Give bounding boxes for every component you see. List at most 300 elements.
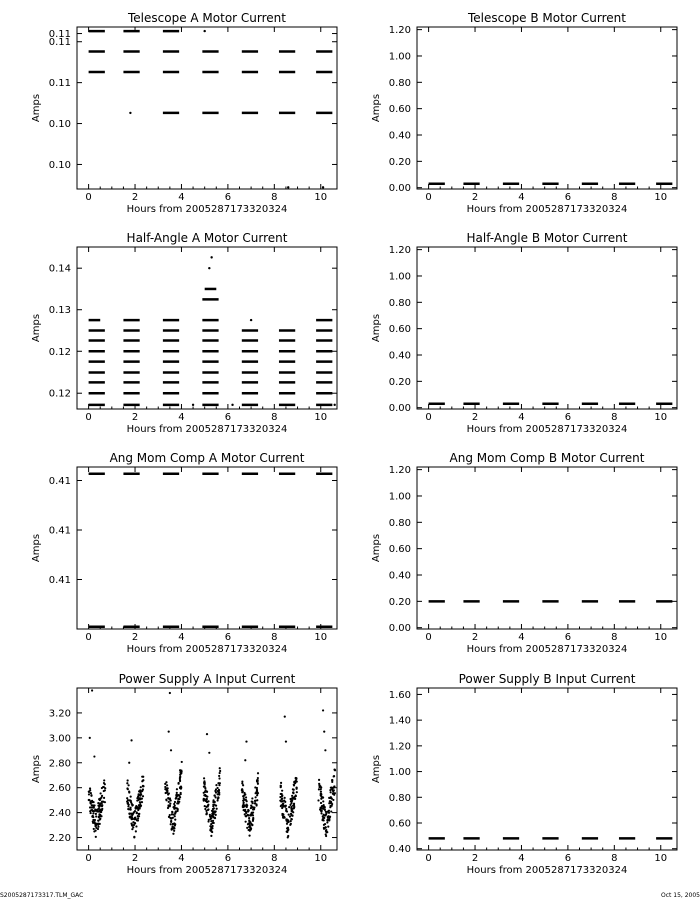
data-point [328, 810, 330, 812]
data-point [126, 782, 128, 784]
x-tick-label: 6 [224, 853, 232, 864]
x-tick-label: 8 [611, 853, 618, 864]
data-point [242, 806, 244, 808]
data-point [323, 817, 325, 819]
x-tick-label: 10 [314, 192, 328, 203]
x-tick-label: 4 [178, 632, 185, 643]
data-point [217, 791, 219, 793]
data-point [92, 819, 94, 821]
data-point [218, 775, 220, 777]
y-tick-label: 0.80 [388, 792, 411, 804]
x-tick-label: 10 [654, 192, 668, 203]
plot-frame [77, 247, 337, 409]
data-point [135, 805, 137, 807]
data-point [320, 812, 322, 814]
data-point [103, 790, 105, 792]
data-point [132, 826, 134, 828]
x-axis-label: Hours from 2005287173320324 [466, 865, 628, 876]
data-point [179, 771, 181, 773]
data-point [287, 186, 289, 188]
chart-panel-4 [371, 231, 677, 435]
data-point [287, 828, 289, 830]
x-tick-label: 8 [271, 192, 278, 203]
data-point [137, 815, 139, 817]
data-point [101, 787, 103, 789]
data-point [293, 784, 295, 786]
chart-panel-5 [31, 451, 337, 655]
x-axis-label: Hours from 2005287173320324 [126, 424, 288, 435]
data-point [178, 782, 180, 784]
data-point [214, 790, 216, 792]
y-tick-label: 2.40 [48, 808, 71, 820]
data-point [132, 804, 134, 806]
data-point [136, 819, 138, 821]
data-point [203, 800, 205, 802]
data-point [103, 779, 105, 781]
data-point [330, 791, 332, 793]
data-point [245, 796, 247, 798]
data-point [247, 809, 249, 811]
data-point [325, 833, 327, 835]
data-point [207, 820, 209, 822]
x-tick-label: 0 [425, 412, 432, 423]
chart-panel-7 [31, 672, 337, 876]
chart-title: Half-Angle A Motor Current [126, 231, 288, 245]
y-tick-label: 0.60 [388, 818, 411, 830]
data-point [322, 800, 324, 802]
data-point [141, 776, 143, 778]
data-point [140, 794, 142, 796]
x-axis-label: Hours from 2005287173320324 [466, 424, 628, 435]
data-point [129, 816, 131, 818]
plot-frame [417, 688, 677, 850]
data-point [210, 835, 212, 837]
data-point [138, 813, 140, 815]
data-point [241, 780, 243, 782]
data-point [320, 791, 322, 793]
data-point [103, 786, 105, 788]
x-tick-label: 10 [314, 853, 328, 864]
data-point [141, 801, 143, 803]
data-point [286, 831, 288, 833]
data-point [256, 789, 258, 791]
data-point [330, 810, 332, 812]
data-point [127, 788, 129, 790]
data-point [290, 800, 292, 802]
data-point [318, 788, 320, 790]
data-point [175, 810, 177, 812]
data-point [332, 793, 334, 795]
x-tick-label: 8 [611, 632, 618, 643]
data-point [98, 813, 100, 815]
x-tick-label: 10 [314, 412, 328, 423]
y-tick-label: 0.60 [388, 324, 411, 336]
x-tick-label: 0 [85, 412, 92, 423]
data-point [253, 807, 255, 809]
data-point [219, 772, 221, 774]
data-point [136, 807, 138, 809]
data-point [324, 823, 326, 825]
data-point [328, 797, 330, 799]
data-point [180, 786, 182, 788]
chart-title: Power Supply A Input Current [118, 672, 296, 686]
data-point [318, 784, 320, 786]
x-tick-label: 2 [471, 192, 479, 203]
x-tick-label: 0 [425, 853, 432, 864]
x-tick-label: 6 [564, 412, 572, 423]
data-point [281, 794, 283, 796]
data-point [255, 804, 257, 806]
y-tick-label: 1.60 [388, 689, 411, 701]
data-point [171, 811, 173, 813]
x-tick-label: 10 [314, 632, 328, 643]
y-tick-label: 0.40 [388, 844, 411, 856]
data-point [246, 806, 248, 808]
data-point [141, 798, 143, 800]
y-tick-label: 1.20 [388, 465, 411, 477]
data-point [218, 789, 220, 791]
data-point [245, 740, 247, 742]
y-tick-label: 0.41 [48, 525, 71, 537]
data-point [255, 796, 257, 798]
y-tick-label: 0.20 [388, 376, 411, 388]
data-point [246, 827, 248, 829]
data-point [251, 824, 253, 826]
data-point [98, 815, 100, 817]
data-point [179, 778, 181, 780]
data-point [165, 792, 167, 794]
data-point [93, 755, 95, 757]
data-point [91, 816, 93, 818]
data-point [172, 833, 174, 835]
data-point [206, 733, 208, 735]
data-point [169, 692, 171, 694]
data-point [333, 769, 335, 771]
x-tick-label: 10 [654, 632, 668, 643]
data-point [216, 787, 218, 789]
y-tick-label: 3.20 [48, 708, 71, 720]
x-axis-label: Hours from 2005287173320324 [126, 204, 288, 215]
data-point [142, 788, 144, 790]
data-point [170, 817, 172, 819]
data-point [257, 777, 259, 779]
y-tick-label: 0.41 [48, 575, 71, 586]
data-point [128, 762, 130, 764]
data-point [218, 793, 220, 795]
data-point [284, 797, 286, 799]
data-point [93, 807, 95, 809]
data-point [104, 783, 106, 785]
data-point [129, 112, 131, 114]
data-point [98, 810, 100, 812]
data-point [168, 816, 170, 818]
x-tick-label: 0 [85, 853, 92, 864]
data-point [324, 809, 326, 811]
chart-panel-1 [31, 11, 337, 215]
data-point [173, 830, 175, 832]
data-point [217, 782, 219, 784]
data-point [326, 821, 328, 823]
data-point [292, 804, 294, 806]
y-tick-label: 0.80 [388, 77, 411, 89]
data-point [292, 811, 294, 813]
data-point [170, 821, 172, 823]
y-axis-label: Amps [371, 313, 382, 343]
data-point [207, 809, 209, 811]
data-point [296, 788, 298, 790]
data-point [142, 795, 144, 797]
data-point [248, 829, 250, 831]
data-point [280, 785, 282, 787]
data-point [244, 810, 246, 812]
data-point [288, 806, 290, 808]
x-tick-label: 8 [611, 192, 618, 203]
x-tick-label: 2 [471, 853, 479, 864]
data-point [290, 802, 292, 804]
data-point [285, 808, 287, 810]
data-point [207, 804, 209, 806]
data-point [320, 802, 322, 804]
data-point [331, 779, 333, 781]
plot-frame [417, 247, 677, 409]
data-point [176, 788, 178, 790]
data-point [128, 784, 130, 786]
data-point [215, 784, 217, 786]
data-point [127, 779, 129, 781]
chart-title: Telescope B Motor Current [467, 11, 627, 25]
data-point [323, 731, 325, 733]
data-point [216, 808, 218, 810]
data-point [293, 803, 295, 805]
y-tick-label: 2.60 [48, 783, 71, 795]
x-tick-label: 2 [131, 632, 139, 643]
y-axis-label: Amps [31, 93, 42, 123]
data-point [94, 809, 96, 811]
data-point [250, 813, 252, 815]
data-point [250, 319, 252, 321]
data-point [325, 826, 327, 828]
data-point [283, 817, 285, 819]
data-point [169, 798, 171, 800]
data-point [204, 795, 206, 797]
data-point [257, 792, 259, 794]
y-tick-label: 0.60 [388, 544, 411, 556]
chart-panel-6 [371, 451, 677, 655]
data-point [329, 805, 331, 807]
y-tick-label: 1.00 [388, 51, 411, 63]
y-tick-label: 0.14 [48, 263, 71, 275]
data-point [169, 803, 171, 805]
y-tick-label: 0.10 [48, 159, 71, 171]
data-point [281, 807, 283, 809]
y-axis-label: Amps [371, 533, 382, 563]
data-point [282, 813, 284, 815]
plot-frame [77, 467, 337, 629]
data-point [328, 812, 330, 814]
data-point [250, 805, 252, 807]
data-point [173, 822, 175, 824]
data-point [243, 792, 245, 794]
data-point [203, 777, 205, 779]
data-point [95, 823, 97, 825]
data-point [90, 802, 92, 804]
data-point [89, 810, 91, 812]
data-point [172, 828, 174, 830]
y-tick-label: 1.00 [388, 271, 411, 283]
x-tick-label: 8 [611, 412, 618, 423]
data-point [317, 799, 319, 801]
data-point [326, 831, 328, 833]
data-point [88, 799, 90, 801]
data-point [252, 817, 254, 819]
data-point [90, 794, 92, 796]
data-point [213, 804, 215, 806]
data-point [126, 797, 128, 799]
chart-title: Half-Angle B Motor Current [466, 231, 628, 245]
x-tick-label: 8 [271, 632, 278, 643]
data-point [130, 822, 132, 824]
chart-panel-2 [371, 11, 677, 215]
data-point [330, 787, 332, 789]
x-tick-label: 2 [471, 412, 479, 423]
data-point [242, 803, 244, 805]
data-point [296, 791, 298, 793]
data-point [204, 787, 206, 789]
data-point [168, 731, 170, 733]
data-point [128, 813, 130, 815]
y-tick-label: 0.40 [388, 130, 411, 142]
data-point [166, 788, 168, 790]
data-point [287, 821, 289, 823]
data-point [257, 783, 259, 785]
data-point [130, 739, 132, 741]
plot-frame [417, 27, 677, 189]
x-tick-label: 4 [518, 192, 525, 203]
x-tick-label: 2 [131, 412, 139, 423]
data-point [130, 796, 132, 798]
data-point [281, 790, 283, 792]
data-point [100, 792, 102, 794]
data-point [295, 777, 297, 779]
chart-title: Ang Mom Comp A Motor Current [109, 451, 305, 465]
data-point [290, 820, 292, 822]
y-tick-label: 1.20 [388, 245, 411, 257]
data-point [128, 799, 130, 801]
x-tick-label: 4 [518, 412, 525, 423]
data-point [127, 802, 129, 804]
data-point [93, 830, 95, 832]
x-tick-label: 0 [425, 192, 432, 203]
data-point [320, 794, 322, 796]
data-point [323, 806, 325, 808]
data-point [93, 828, 95, 830]
data-point [280, 782, 282, 784]
data-point [294, 798, 296, 800]
data-point [280, 804, 282, 806]
x-tick-label: 4 [178, 853, 185, 864]
y-axis-label: Amps [371, 754, 382, 784]
data-point [132, 818, 134, 820]
chart-title: Ang Mom Comp B Motor Current [449, 451, 645, 465]
data-point [180, 792, 182, 794]
data-point [203, 30, 205, 32]
data-point [170, 749, 172, 751]
x-tick-label: 0 [85, 632, 92, 643]
data-point [281, 798, 283, 800]
data-point [245, 812, 247, 814]
data-point [248, 814, 250, 816]
data-point [243, 799, 245, 801]
data-point [248, 817, 250, 819]
data-point [104, 801, 106, 803]
x-tick-label: 8 [271, 853, 278, 864]
data-point [318, 786, 320, 788]
y-tick-label: 0.11 [48, 37, 71, 49]
y-tick-label: 0.13 [48, 305, 71, 317]
data-point [90, 812, 92, 814]
data-point [133, 836, 135, 838]
data-point [92, 812, 94, 814]
data-point [322, 709, 324, 711]
data-point [322, 796, 324, 798]
data-point [291, 795, 293, 797]
x-tick-label: 2 [471, 632, 479, 643]
y-tick-label: 2.20 [48, 833, 71, 845]
data-point [135, 830, 137, 832]
x-axis-label: Hours from 2005287173320324 [126, 644, 288, 655]
data-point [246, 800, 248, 802]
data-point [285, 818, 287, 820]
data-point [129, 808, 131, 810]
data-point [132, 821, 134, 823]
data-point [101, 802, 103, 804]
data-point [90, 792, 92, 794]
data-point [97, 802, 99, 804]
data-point [243, 795, 245, 797]
data-point [333, 404, 335, 406]
x-tick-label: 4 [518, 632, 525, 643]
data-point [290, 823, 292, 825]
data-point [204, 805, 206, 807]
data-point [323, 814, 325, 816]
data-point [324, 749, 326, 751]
data-point [215, 814, 217, 816]
data-point [94, 825, 96, 827]
data-point [216, 799, 218, 801]
chart-title: Telescope A Motor Current [128, 11, 286, 25]
data-point [131, 813, 133, 815]
data-point [204, 808, 206, 810]
data-point [285, 740, 287, 742]
data-point [101, 808, 103, 810]
chart-panel-3 [31, 231, 337, 435]
data-point [327, 826, 329, 828]
data-point [166, 784, 168, 786]
y-tick-label: 1.40 [388, 715, 411, 727]
data-point [165, 799, 167, 801]
data-point [251, 797, 253, 799]
data-point [212, 801, 214, 803]
data-point [251, 800, 253, 802]
y-axis-label: Amps [31, 754, 42, 784]
data-point [328, 816, 330, 818]
x-tick-label: 4 [518, 853, 525, 864]
chart-title: Power Supply B Input Current [458, 672, 636, 686]
data-point [103, 797, 105, 799]
data-point [176, 802, 178, 804]
data-point [319, 808, 321, 810]
data-point [293, 789, 295, 791]
